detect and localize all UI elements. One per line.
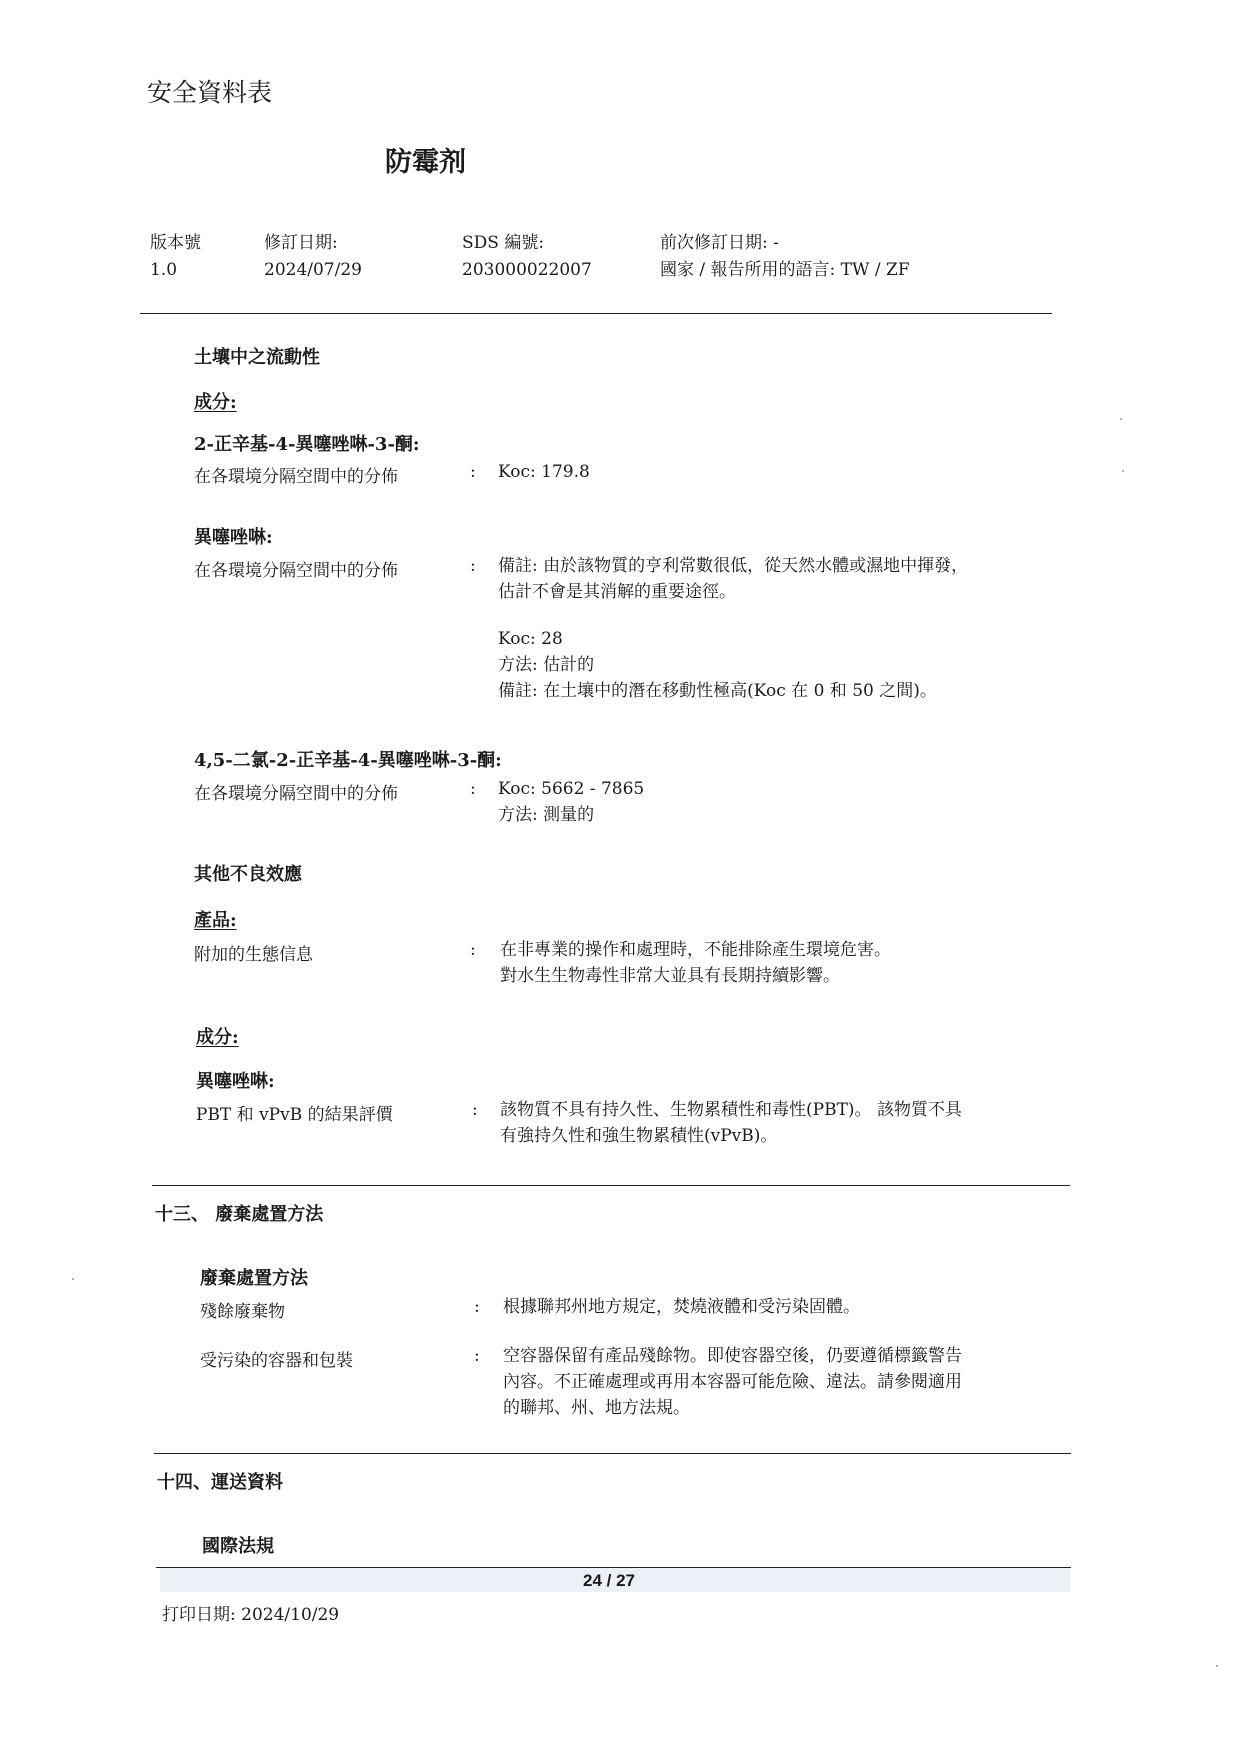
- section-14-title: 十四、運送資料: [157, 1472, 283, 1493]
- section-13-title: 十三、 廢棄處置方法: [155, 1204, 324, 1225]
- component-2-koc-details: Koc: 28 方法: 估計的 備註: 在土壤中的潛在移動性極高(Koc 在 0 和 50 之間)。: [498, 629, 937, 701]
- page-number: 24 / 27: [583, 1571, 635, 1590]
- soil-components-label: 成分:: [194, 392, 237, 413]
- prev-revision: 前次修訂日期: -: [660, 233, 779, 253]
- container-value: 空容器保留有產品殘餘物。即使容器空後，仍要遵循標籤警告 內容。不正確處理或再用本容器可能危險、違法。請參閱適用 的聯邦、州、地方法規。: [503, 1346, 962, 1418]
- pbt-value: 該物質不具有持久性、生物累積性和毒性(PBT)。 該物質不具 有強持久性和強生物累積性(vPvB)。: [500, 1100, 962, 1146]
- print-date: 打印日期: 2024/10/29: [162, 1605, 340, 1625]
- component-2-remark: 備註: 由於該物質的亨利常數很低，從天然水體或濕地中揮發， 估計不會是其消解的重要途徑。: [498, 556, 969, 602]
- revision-label: 修訂日期:: [264, 233, 338, 253]
- revision-value: 2024/07/29: [264, 260, 362, 280]
- colon-separator: :: [470, 779, 476, 799]
- container-label: 受污染的容器和包裝: [200, 1351, 353, 1371]
- residue-label: 殘餘廢棄物: [200, 1302, 285, 1322]
- international-regulations-subtitle: 國際法規: [202, 1536, 274, 1557]
- residue-value: 根據聯邦州地方規定，焚燒液體和受污染固體。: [503, 1297, 860, 1317]
- version-block: [150, 230, 201, 284]
- component-1-distribution-label: 在各環境分隔空間中的分佈: [194, 467, 398, 487]
- section-14-divider: [154, 1453, 1071, 1454]
- component-2-distribution-label: 在各環境分隔空間中的分佈: [194, 561, 398, 581]
- colon-separator: :: [474, 1346, 480, 1366]
- pbt-label: PBT 和 vPvB 的結果評價: [196, 1105, 393, 1125]
- other-components-label: 成分:: [196, 1027, 239, 1048]
- component-1-name: 2-正辛基-4-異噻唑啉-3-酮:: [194, 434, 420, 455]
- country-language: 國家 / 報告所用的語言: TW / ZF: [660, 260, 910, 280]
- colon-separator: :: [470, 462, 476, 482]
- version-label: 版本號: [150, 233, 201, 253]
- prev-revision-block: [660, 230, 910, 284]
- revision-block: [264, 230, 362, 284]
- product-name: 防霉剂: [385, 147, 466, 178]
- eco-info-value: 在非專業的操作和處理時，不能排除產生環境危害。 對水生生物毒性非常大並具有長期持續影響。: [500, 940, 891, 986]
- disposal-subtitle: 廢棄處置方法: [200, 1268, 308, 1289]
- component-2-name: 異噻唑啉:: [194, 527, 273, 548]
- header-divider: [140, 313, 1052, 314]
- version-value: 1.0: [150, 260, 178, 280]
- other-effects-title: 其他不良效應: [194, 864, 302, 885]
- section-13-divider: [152, 1185, 1070, 1186]
- component-1-distribution-value: Koc: 179.8: [498, 462, 590, 482]
- sds-value: 203000022007: [462, 260, 592, 280]
- component-3-distribution-value: Koc: 5662 - 7865 方法: 測量的: [498, 779, 645, 825]
- soil-mobility-title: 土壤中之流動性: [194, 347, 320, 368]
- colon-separator: :: [474, 1297, 480, 1317]
- other-component-name: 異噻唑啉:: [196, 1071, 275, 1092]
- colon-separator: :: [470, 556, 476, 576]
- sds-label: SDS 編號:: [462, 233, 545, 253]
- scan-speck: [1120, 418, 1122, 420]
- component-3-distribution-label: 在各環境分隔空間中的分佈: [194, 784, 398, 804]
- scan-speck: [72, 1278, 74, 1280]
- document-title: 安全資料表: [147, 78, 273, 107]
- colon-separator: :: [472, 1100, 478, 1120]
- eco-info-label: 附加的生態信息: [194, 945, 313, 965]
- scan-speck: [1216, 1665, 1218, 1667]
- colon-separator: :: [470, 940, 476, 960]
- sds-block: [462, 230, 592, 284]
- scan-speck: [1122, 470, 1124, 472]
- component-3-name: 4,5-二氯-2-正辛基-4-異噻唑啉-3-酮:: [194, 750, 502, 771]
- product-label: 產品:: [194, 910, 237, 931]
